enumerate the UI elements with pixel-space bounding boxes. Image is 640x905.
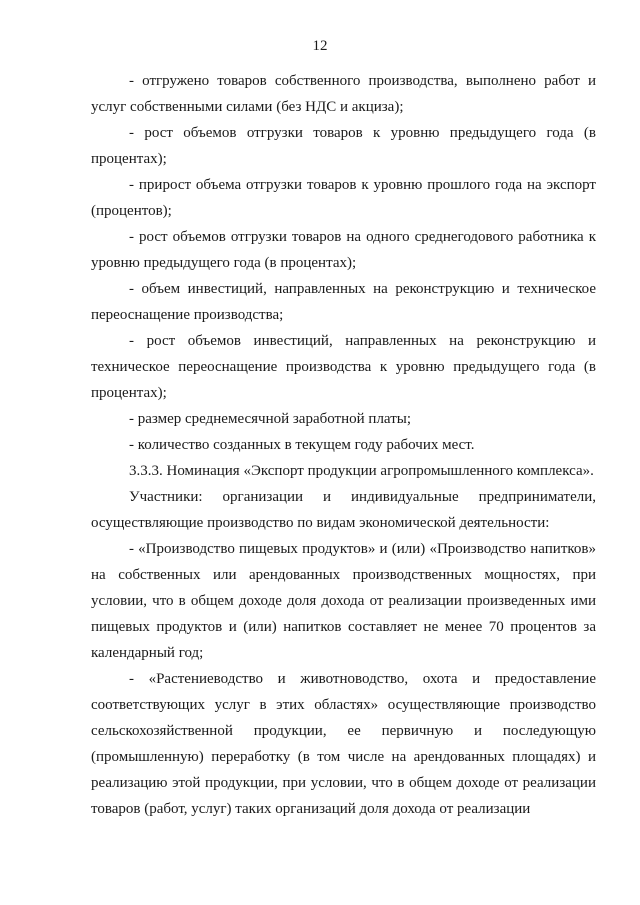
list-item-investment-growth: - рост объемов инвестиций, направленных на реконструкцию и техническое переоснащение производства к уровню предыдущего года (в процентах); [91,333,596,401]
page-number: 12 [312,38,328,54]
list-item-average-salary: - размер среднемесячной заработной платы; [129,411,411,427]
list-item-investment-volume: - объем инвестиций, направленных на реконструкцию и техническое переоснащение производства; [91,281,596,323]
list-item-shipment-growth: - рост объемов отгрузки товаров к уровню предыдущего года (в процентах); [91,125,596,167]
list-item-jobs-created: - количество созданных в текущем году рабочих мест. [129,437,475,453]
list-item-food-production: - «Производство пищевых продуктов» и (или) «Производство напитков» на собственных или арендованных производственных мощностях, при условии, что в общем доходе доля дохода от реализации произведенных ими пищевых продуктов и (или) напитков составляет не менее 70 процентов за календарный год; [91,541,596,661]
list-item-agriculture: - «Растениеводство и животноводство, охота и предоставление соответствующих услуг в этих областях» осуществляющие производство сельскохозяйственной продукции, ее первичную и последующую (промышленную) переработку (в том числе на арендованных площадях) и реализацию этой продукции, при условии, что в общем доходе от реализации товаров (работ, услуг) таких организаций доля дохода от реализации [91,671,596,817]
participants-paragraph: Участники: организации и индивидуальные предприниматели, осуществляющие производство по видам экономической деятельности: [91,489,596,531]
list-item-export-increase: - прирост объема отгрузки товаров к уровню прошлого года на экспорт (процентов); [91,177,596,219]
list-item-shipped-goods: - отгружено товаров собственного производства, выполнено работ и услуг собственными силами (без НДС и акциза); [91,73,596,115]
document-body [91,68,596,822]
list-item-shipment-per-worker: - рост объемов отгрузки товаров на одного среднегодового работника к уровню предыдущего года (в процентах); [91,229,596,271]
section-heading-nomination: 3.3.3. Номинация «Экспорт продукции агропромышленного комплекса». [129,463,594,479]
